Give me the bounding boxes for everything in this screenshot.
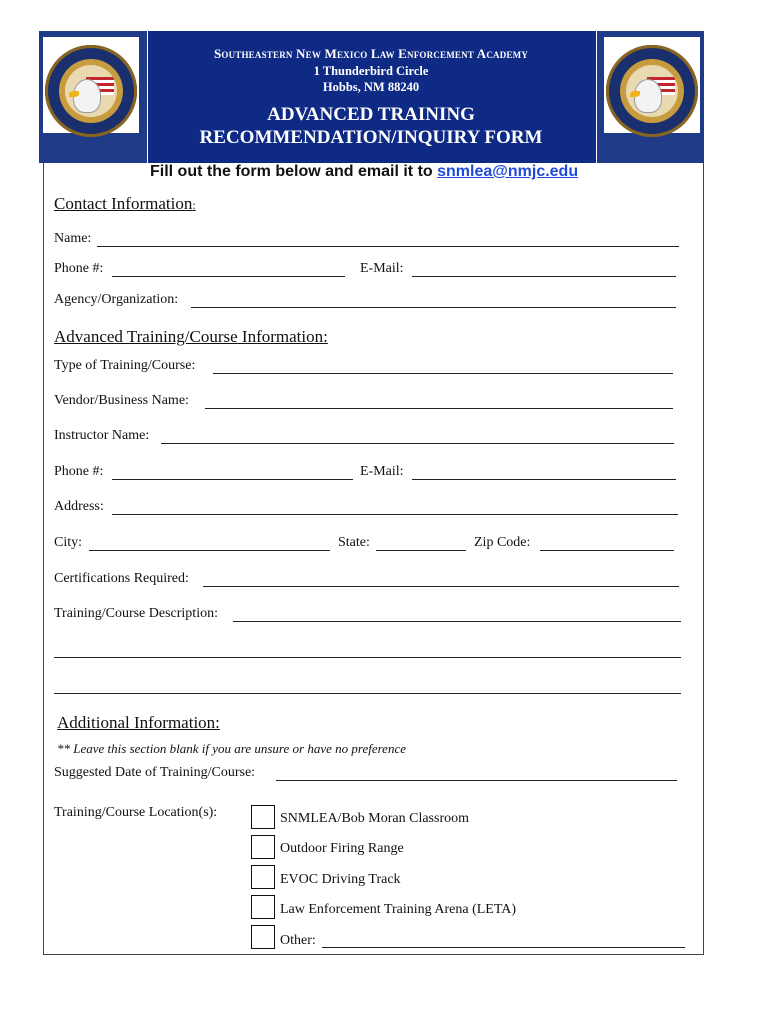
- academy-seal-right-icon: [606, 45, 698, 137]
- address-label: Address:: [54, 499, 104, 514]
- zip-field[interactable]: [540, 550, 674, 551]
- location-option-evoc: EVOC Driving Track: [280, 872, 401, 887]
- location-checkbox-evoc[interactable]: [251, 865, 275, 889]
- contact-heading-text: Contact Information: [54, 194, 193, 213]
- address-line-1: 1 Thunderbird Circle: [313, 64, 429, 78]
- description-field-line-2[interactable]: [54, 657, 681, 658]
- contact-heading-colon: :: [192, 198, 196, 212]
- certifications-label: Certifications Required:: [54, 571, 189, 586]
- academy-seal-left-icon: [45, 45, 137, 137]
- description-label: Training/Course Description:: [54, 606, 218, 621]
- agency-field[interactable]: [191, 307, 676, 308]
- description-field-line-3[interactable]: [54, 693, 681, 694]
- description-field-line-1[interactable]: [233, 621, 681, 622]
- state-label: State:: [338, 535, 370, 550]
- city-label: City:: [54, 535, 83, 550]
- instructions-text: Fill out the form below and email it to: [150, 163, 438, 180]
- course-email-field[interactable]: [412, 479, 676, 480]
- course-type-field[interactable]: [213, 373, 673, 374]
- course-heading: Advanced Training/Course Information:: [54, 327, 328, 346]
- form-title-line-1: ADVANCED TRAINING: [267, 104, 475, 125]
- form-title-line-2: RECOMMENDATION/INQUIRY FORM: [199, 127, 543, 148]
- agency-label: Agency/Organization:: [54, 292, 179, 307]
- location-checkbox-firing-range[interactable]: [251, 835, 275, 859]
- instructions: [150, 163, 578, 181]
- additional-note: ** Leave this section blank if you are unsure or have no preference: [57, 741, 406, 756]
- location-checkbox-leta[interactable]: [251, 895, 275, 919]
- suggested-date-field[interactable]: [276, 780, 677, 781]
- location-label: Training/Course Location(s):: [54, 805, 218, 820]
- address-field[interactable]: [112, 514, 678, 515]
- contact-email-label: E-Mail:: [360, 261, 404, 276]
- city-field[interactable]: [89, 550, 330, 551]
- certifications-field[interactable]: [203, 586, 679, 587]
- contact-phone-field[interactable]: [112, 276, 345, 277]
- course-type-label: Type of Training/Course:: [54, 358, 196, 373]
- vendor-field[interactable]: [205, 408, 673, 409]
- course-email-label: E-Mail:: [360, 464, 404, 479]
- email-link[interactable]: snmlea@nmjc.edu: [437, 163, 579, 180]
- location-checkbox-other[interactable]: [251, 925, 275, 949]
- academy-name: Southeastern New Mexico Law Enforcement Academy: [213, 46, 529, 61]
- location-option-other: Other:: [280, 933, 316, 948]
- course-phone-label: Phone #:: [54, 464, 104, 479]
- instructor-label: Instructor Name:: [54, 428, 150, 443]
- contact-phone-label: Phone #:: [54, 261, 104, 276]
- location-option-classroom: SNMLEA/Bob Moran Classroom: [280, 811, 469, 826]
- course-phone-field[interactable]: [112, 479, 353, 480]
- state-field[interactable]: [376, 550, 466, 551]
- instructor-field[interactable]: [161, 443, 674, 444]
- location-option-leta: Law Enforcement Training Arena (LETA): [280, 902, 517, 917]
- location-other-field[interactable]: [322, 947, 685, 948]
- name-label: Name:: [54, 231, 92, 246]
- additional-heading: Additional Information:: [57, 713, 220, 732]
- location-option-firing-range: Outdoor Firing Range: [280, 841, 404, 856]
- suggested-date-label: Suggested Date of Training/Course:: [54, 765, 256, 780]
- name-field[interactable]: [97, 246, 679, 247]
- contact-email-field[interactable]: [412, 276, 676, 277]
- vendor-label: Vendor/Business Name:: [54, 393, 189, 408]
- location-checkbox-classroom[interactable]: [251, 805, 275, 829]
- address-line-2: Hobbs, NM 88240: [322, 80, 420, 94]
- zip-label: Zip Code:: [474, 535, 531, 550]
- contact-heading: [54, 194, 196, 214]
